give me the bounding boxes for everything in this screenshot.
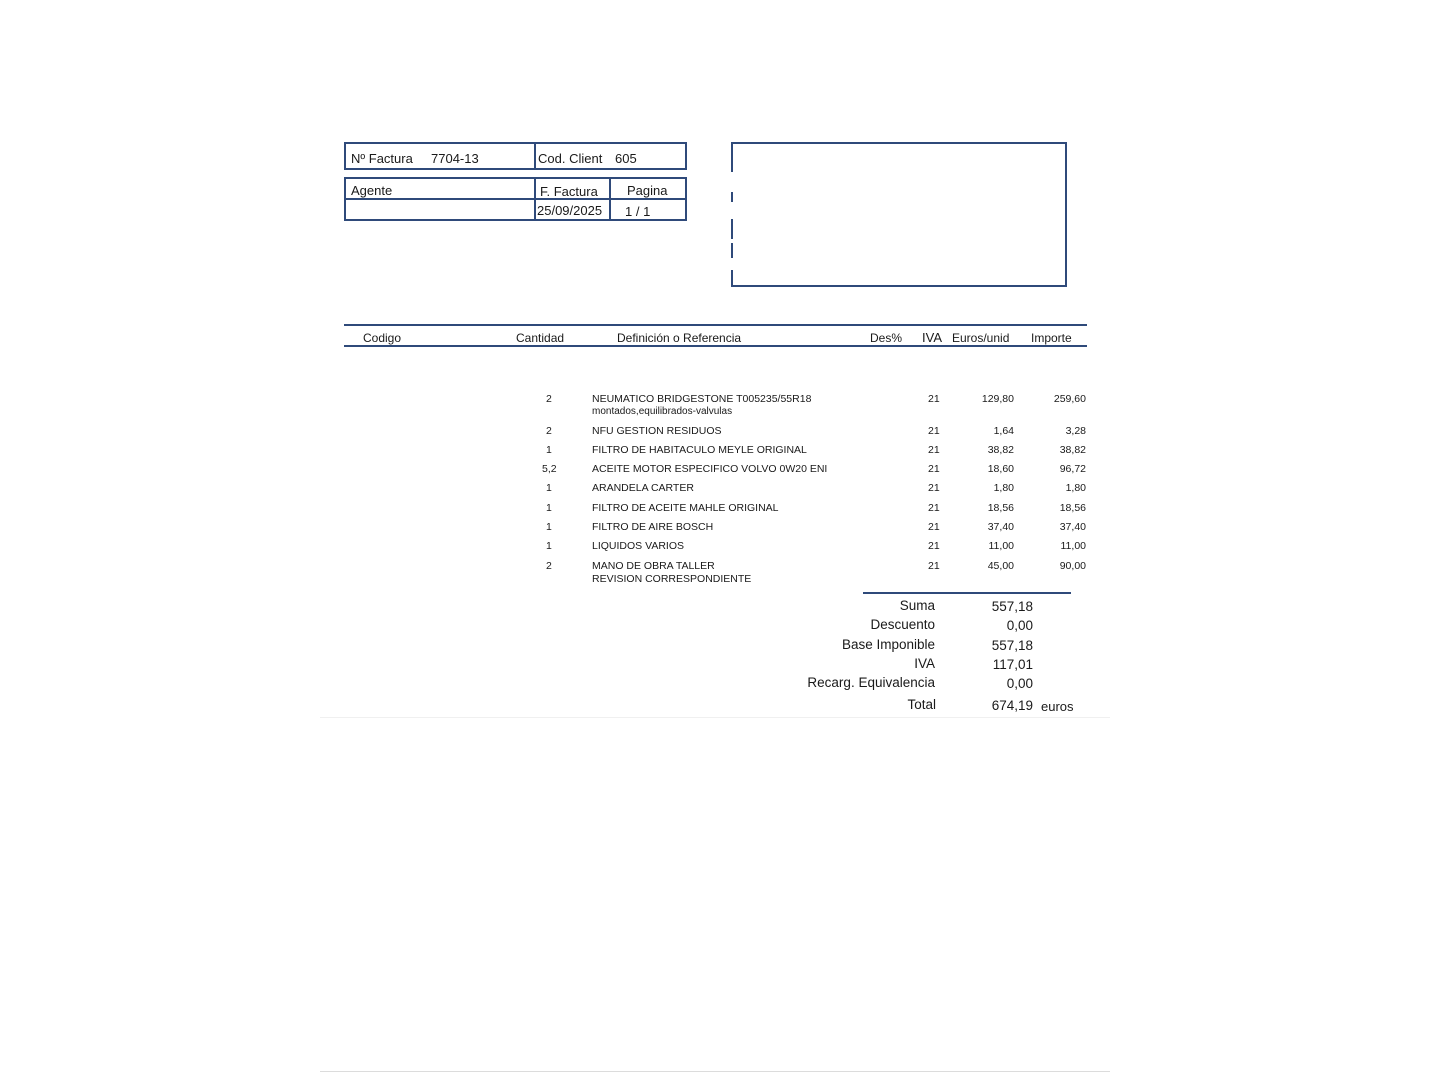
page-label: Pagina — [627, 183, 668, 198]
column-header-des: Des% — [870, 331, 903, 345]
line-item — [0, 502, 1440, 520]
recargo-value: 0,00 — [1006, 676, 1033, 691]
address-window-edge — [731, 219, 733, 239]
line-item — [0, 393, 1440, 417]
totals-rule — [863, 592, 1071, 594]
iva-total-label: IVA — [914, 656, 935, 671]
client-code: 605 — [615, 151, 637, 166]
table-header-top-rule — [344, 324, 1087, 326]
item-description: FILTRO DE AIRE BOSCH — [592, 521, 714, 533]
item-description: ARANDELA CARTER — [592, 482, 694, 494]
base-imponible-value: 557,18 — [991, 638, 1033, 653]
descuento-label: Descuento — [870, 617, 935, 632]
item-quantity: 2 — [546, 560, 552, 572]
line-item — [0, 540, 1440, 558]
item-amount: 38,82 — [1059, 444, 1086, 456]
item-iva: 21 — [928, 482, 940, 494]
item-iva: 21 — [928, 425, 940, 437]
column-header-codigo: Codigo — [363, 331, 402, 345]
address-window-edge — [731, 243, 733, 258]
item-quantity: 2 — [546, 393, 552, 405]
line-item — [0, 444, 1440, 462]
item-iva: 21 — [928, 540, 940, 552]
column-header-cantidad: Cantidad — [516, 331, 565, 345]
suma-label: Suma — [899, 598, 935, 613]
iva-total-value: 117,01 — [992, 657, 1033, 672]
item-description: NFU GESTION RESIDUOS — [592, 425, 722, 437]
total-label: Total — [907, 697, 936, 712]
item-unit-price: 18,60 — [987, 463, 1014, 475]
recargo-label: Recarg. Equivalencia — [807, 675, 935, 690]
item-unit-price: 37,40 — [987, 521, 1014, 533]
agent-label: Agente — [351, 183, 393, 198]
item-description: NEUMATICO BRIDGESTONE T005235/55R18 — [592, 393, 812, 405]
item-amount: 96,72 — [1059, 463, 1086, 475]
invoice-date-label: F. Factura — [540, 184, 598, 199]
descuento-value: 0,00 — [1006, 618, 1033, 633]
item-description: LIQUIDOS VARIOS — [592, 540, 684, 552]
line-item — [0, 425, 1440, 443]
item-unit-price: 1,80 — [993, 482, 1014, 494]
item-quantity: 1 — [546, 540, 552, 552]
line-item — [0, 560, 1440, 585]
scan-edge-line — [320, 1071, 1110, 1072]
total-value: 674,19 — [991, 698, 1033, 713]
item-quantity: 2 — [546, 425, 552, 437]
item-description: FILTRO DE HABITACULO MEYLE ORIGINAL — [592, 444, 807, 456]
item-iva: 21 — [928, 521, 940, 533]
scan-edge-line — [320, 717, 1110, 718]
address-window-edge — [731, 142, 733, 172]
address-window — [731, 142, 1067, 287]
item-amount: 90,00 — [1059, 560, 1086, 572]
item-unit-price: 1,64 — [993, 425, 1014, 437]
item-amount: 259,60 — [1053, 393, 1086, 405]
item-unit-price: 129,80 — [981, 393, 1014, 405]
column-header-euros-unid: Euros/unid — [952, 331, 1010, 345]
item-iva: 21 — [928, 502, 940, 514]
item-quantity: 1 — [546, 521, 552, 533]
item-iva: 21 — [928, 393, 940, 405]
item-description-note: montados,equilibrados-valvulas — [592, 406, 733, 417]
invoice-date: 25/09/2025 — [537, 203, 603, 218]
divider — [609, 177, 611, 221]
item-amount: 18,56 — [1059, 502, 1086, 514]
address-window-edge — [731, 192, 733, 202]
line-item — [0, 521, 1440, 539]
address-window-edge — [731, 270, 733, 287]
line-item — [0, 463, 1440, 481]
item-amount: 1,80 — [1065, 482, 1086, 494]
invoice-number-label: Nº Factura — [351, 151, 413, 166]
item-unit-price: 45,00 — [987, 560, 1014, 572]
column-header-definicion: Definición o Referencia — [617, 331, 742, 345]
item-quantity: 5,2 — [542, 463, 557, 475]
item-amount: 11,00 — [1060, 540, 1086, 552]
page-number: 1 / 1 — [625, 204, 651, 219]
item-iva: 21 — [928, 560, 940, 572]
item-unit-price: 11,00 — [988, 540, 1014, 552]
column-header-iva: IVA — [922, 330, 942, 345]
invoice-number: 7704-13 — [431, 151, 479, 166]
item-description: FILTRO DE ACEITE MAHLE ORIGINAL — [592, 502, 779, 514]
divider — [534, 142, 536, 170]
item-description: MANO DE OBRA TALLER — [592, 560, 715, 572]
column-header-importe: Importe — [1031, 331, 1072, 345]
item-iva: 21 — [928, 444, 940, 456]
item-iva: 21 — [928, 463, 940, 475]
item-quantity: 1 — [546, 444, 552, 456]
item-amount: 3,28 — [1065, 425, 1086, 437]
client-code-label: Cod. Client — [538, 151, 603, 166]
divider — [534, 177, 536, 221]
line-item — [0, 482, 1440, 500]
item-unit-price: 18,56 — [987, 502, 1014, 514]
divider — [344, 198, 687, 200]
item-quantity: 1 — [546, 502, 552, 514]
currency-label: euros — [1041, 699, 1074, 714]
table-header-bottom-rule — [344, 345, 1087, 347]
item-description: ACEITE MOTOR ESPECIFICO VOLVO 0W20 ENI — [592, 463, 828, 475]
item-amount: 37,40 — [1059, 521, 1086, 533]
base-imponible-label: Base Imponible — [841, 637, 935, 652]
item-unit-price: 38,82 — [987, 444, 1014, 456]
item-quantity: 1 — [546, 482, 552, 494]
suma-value: 557,18 — [991, 599, 1033, 614]
item-description-note: REVISION CORRESPONDIENTE — [592, 573, 752, 585]
